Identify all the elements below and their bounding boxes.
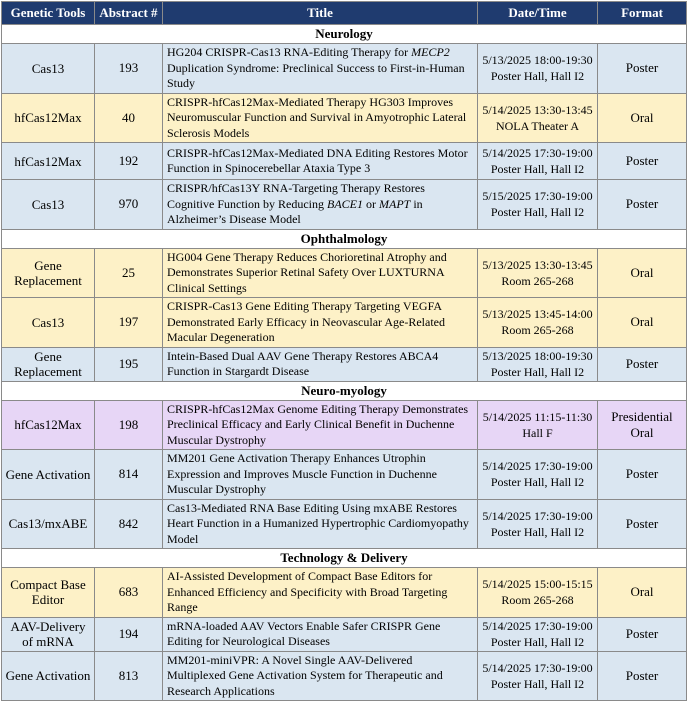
genetic-tool-cell: Gene Activation bbox=[2, 450, 95, 500]
genetic-tool-cell: Cas13 bbox=[2, 180, 95, 230]
format-cell: Poster bbox=[598, 347, 687, 381]
section-header bbox=[2, 229, 687, 248]
format-cell: Oral bbox=[598, 93, 687, 143]
date-time-cell bbox=[478, 347, 598, 381]
title-cell: HG004 Gene Therapy Reduces Chorioretinal Atrophy and Demonstrates Superior Retinal Safety Over LUXTURNA Clinical Settings bbox=[163, 248, 478, 298]
genetic-tool-cell: Compact Base Editor bbox=[2, 568, 95, 618]
title-cell: CRISPR-Cas13 Gene Editing Therapy Targeting VEGFA Demonstrated Early Efficacy in Neovascular Age-Related Macular Degeneration bbox=[163, 298, 478, 348]
abstract-number-cell: 193 bbox=[95, 44, 163, 94]
location-text: Poster Hall, Hall I2 bbox=[490, 162, 585, 176]
title-cell: MM201-miniVPR: A Novel Single AAV-Delivered Multiplexed Gene Activation System for Therapeutic and Research Applications bbox=[163, 651, 478, 701]
genetic-tool-cell: hfCas12Max bbox=[2, 143, 95, 180]
date-time-cell bbox=[478, 44, 598, 94]
location-text: Room 265-268 bbox=[501, 593, 574, 608]
genetic-tool-cell: hfCas12Max bbox=[2, 93, 95, 143]
header-row bbox=[2, 2, 687, 25]
section-title: Technology & Delivery bbox=[2, 549, 687, 568]
abstract-number-cell: 814 bbox=[95, 450, 163, 500]
date-time-cell bbox=[478, 180, 598, 230]
date-time-cell bbox=[478, 568, 598, 618]
title-cell: AI-Assisted Development of Compact Base Editors for Enhanced Efficiency and Specificity with Broad Targeting Range bbox=[163, 568, 478, 618]
date-time-cell bbox=[478, 651, 598, 701]
abstract-number-cell: 195 bbox=[95, 347, 163, 381]
date-time-text: 5/14/2025 17:30-19:00 bbox=[482, 459, 593, 474]
date-time-text: 5/14/2025 11:15-11:30 bbox=[482, 409, 593, 424]
section-header bbox=[2, 25, 687, 44]
location-text: Room 265-268 bbox=[501, 273, 574, 288]
table-body bbox=[2, 25, 687, 701]
abstract-number-cell: 813 bbox=[95, 651, 163, 701]
format-cell: Poster bbox=[598, 617, 687, 651]
table-row bbox=[2, 298, 687, 348]
date-time-cell bbox=[478, 298, 598, 348]
format-cell: Poster bbox=[598, 180, 687, 230]
title-cell: HG204 CRISPR-Cas13 RNA-Editing Therapy for MECP2 Duplication Syndrome: Preclinical Success to First-in-Human Study bbox=[163, 44, 478, 94]
table-row bbox=[2, 248, 687, 298]
date-time-text: 5/13/2025 18:00-19:30 bbox=[482, 53, 593, 68]
date-time-cell bbox=[478, 499, 598, 549]
genetic-tool-cell: Gene Replacement bbox=[2, 248, 95, 298]
date-time-text: 5/14/2025 17:30-19:00 bbox=[482, 146, 593, 160]
abstract-number-cell: 683 bbox=[95, 568, 163, 618]
table-row bbox=[2, 400, 687, 450]
date-time-text: 5/13/2025 13:45-14:00 bbox=[482, 307, 593, 322]
section-title: Neuro-myology bbox=[2, 381, 687, 400]
format-cell: Oral bbox=[598, 568, 687, 618]
location-text: NOLA Theater A bbox=[495, 118, 580, 133]
abstract-number-cell: 194 bbox=[95, 617, 163, 651]
section-header bbox=[2, 549, 687, 568]
header-genetic-tools: Genetic Tools bbox=[2, 2, 95, 25]
format-cell: Oral bbox=[598, 298, 687, 348]
title-cell: CRISPR-hfCas12Max-Mediated DNA Editing Restores Motor Function in Spinocerebellar Ataxia Type 3 bbox=[163, 143, 478, 180]
table-row bbox=[2, 44, 687, 94]
format-cell: Poster bbox=[598, 499, 687, 549]
format-cell: Oral bbox=[598, 248, 687, 298]
location-text: Poster Hall, Hall I2 bbox=[490, 205, 585, 220]
genetic-tool-cell: AAV-Delivery of mRNA bbox=[2, 617, 95, 651]
abstract-number-cell: 842 bbox=[95, 499, 163, 549]
title-cell: CRISPR-hfCas12Max-Mediated Therapy HG303 Improves Neuromuscular Function and Survival in Amyotrophic Lateral Sclerosis Models bbox=[163, 93, 478, 143]
date-time-text: 5/15/2025 17:30-19:00 bbox=[482, 189, 593, 204]
format-cell: Poster bbox=[598, 651, 687, 701]
section-title: Neurology bbox=[2, 25, 687, 44]
date-time-text: 5/13/2025 18:00-19:30 bbox=[482, 349, 593, 363]
format-cell: Poster bbox=[598, 450, 687, 500]
location-text: Poster Hall, Hall I2 bbox=[490, 676, 585, 691]
table-row bbox=[2, 450, 687, 500]
location-text: Poster Hall, Hall I2 bbox=[490, 365, 585, 379]
abstract-number-cell: 197 bbox=[95, 298, 163, 348]
genetic-tool-cell: Cas13 bbox=[2, 44, 95, 94]
table-row bbox=[2, 617, 687, 651]
genetic-tool-cell: hfCas12Max bbox=[2, 400, 95, 450]
date-time-text: 5/13/2025 13:30-13:45 bbox=[482, 257, 593, 272]
section-header bbox=[2, 381, 687, 400]
table-row bbox=[2, 93, 687, 143]
format-cell: Poster bbox=[598, 143, 687, 180]
date-time-text: 5/14/2025 13:30-13:45 bbox=[482, 102, 593, 117]
location-text: Poster Hall, Hall I2 bbox=[490, 475, 585, 490]
table-row bbox=[2, 143, 687, 180]
format-cell: Presidential Oral bbox=[598, 400, 687, 450]
date-time-text: 5/14/2025 17:30-19:00 bbox=[482, 660, 593, 675]
abstract-number-cell: 970 bbox=[95, 180, 163, 230]
date-time-cell bbox=[478, 248, 598, 298]
title-cell: Cas13-Mediated RNA Base Editing Using mxABE Restores Heart Function in a Humanized Hypertrophic Cardiomyopathy Model bbox=[163, 499, 478, 549]
location-text: Room 265-268 bbox=[501, 323, 574, 338]
header-abstract-number: Abstract # bbox=[95, 2, 163, 25]
header-date-time: Date/Time bbox=[478, 2, 598, 25]
date-time-cell bbox=[478, 93, 598, 143]
location-text: Poster Hall, Hall I2 bbox=[490, 69, 585, 84]
table-row bbox=[2, 499, 687, 549]
section-title: Ophthalmology bbox=[2, 229, 687, 248]
table-row bbox=[2, 347, 687, 381]
genetic-tool-cell: Cas13/mxABE bbox=[2, 499, 95, 549]
table-row bbox=[2, 568, 687, 618]
location-text: Poster Hall, Hall I2 bbox=[490, 524, 585, 539]
table-row bbox=[2, 180, 687, 230]
header-title: Title bbox=[163, 2, 478, 25]
date-time-cell bbox=[478, 400, 598, 450]
title-cell: Intein-Based Dual AAV Gene Therapy Restores ABCA4 Function in Stargardt Disease bbox=[163, 347, 478, 381]
table-row bbox=[2, 651, 687, 701]
genetic-tool-cell: Gene Activation bbox=[2, 651, 95, 701]
date-time-cell bbox=[478, 617, 598, 651]
title-cell: CRISPR-hfCas12Max Genome Editing Therapy Demonstrates Preclinical Efficacy and Early Clinical Benefit in Duchenne Muscular Dystrophy bbox=[163, 400, 478, 450]
date-time-text: 5/14/2025 17:30-19:00 bbox=[482, 619, 593, 633]
location-text: Hall F bbox=[522, 425, 553, 440]
title-cell: CRISPR/hfCas13Y RNA-Targeting Therapy Restores Cognitive Function by Reducing BACE1 or MAPT in Alzheimer’s Disease Model bbox=[163, 180, 478, 230]
title-cell: mRNA-loaded AAV Vectors Enable Safer CRISPR Gene Editing for Neurological Diseases bbox=[163, 617, 478, 651]
header-format: Format bbox=[598, 2, 687, 25]
location-text: Poster Hall, Hall I2 bbox=[490, 635, 585, 649]
date-time-text: 5/14/2025 17:30-19:00 bbox=[482, 508, 593, 523]
abstract-number-cell: 192 bbox=[95, 143, 163, 180]
abstract-number-cell: 40 bbox=[95, 93, 163, 143]
presentations-table bbox=[1, 1, 687, 701]
abstract-number-cell: 25 bbox=[95, 248, 163, 298]
date-time-cell bbox=[478, 450, 598, 500]
format-cell: Poster bbox=[598, 44, 687, 94]
abstract-number-cell: 198 bbox=[95, 400, 163, 450]
date-time-text: 5/14/2025 15:00-15:15 bbox=[482, 577, 593, 592]
genetic-tool-cell: Cas13 bbox=[2, 298, 95, 348]
title-cell: MM201 Gene Activation Therapy Enhances Utrophin Expression and Improves Muscle Function in Duchenne Muscular Dystrophy bbox=[163, 450, 478, 500]
genetic-tool-cell: Gene Replacement bbox=[2, 347, 95, 381]
date-time-cell bbox=[478, 143, 598, 180]
